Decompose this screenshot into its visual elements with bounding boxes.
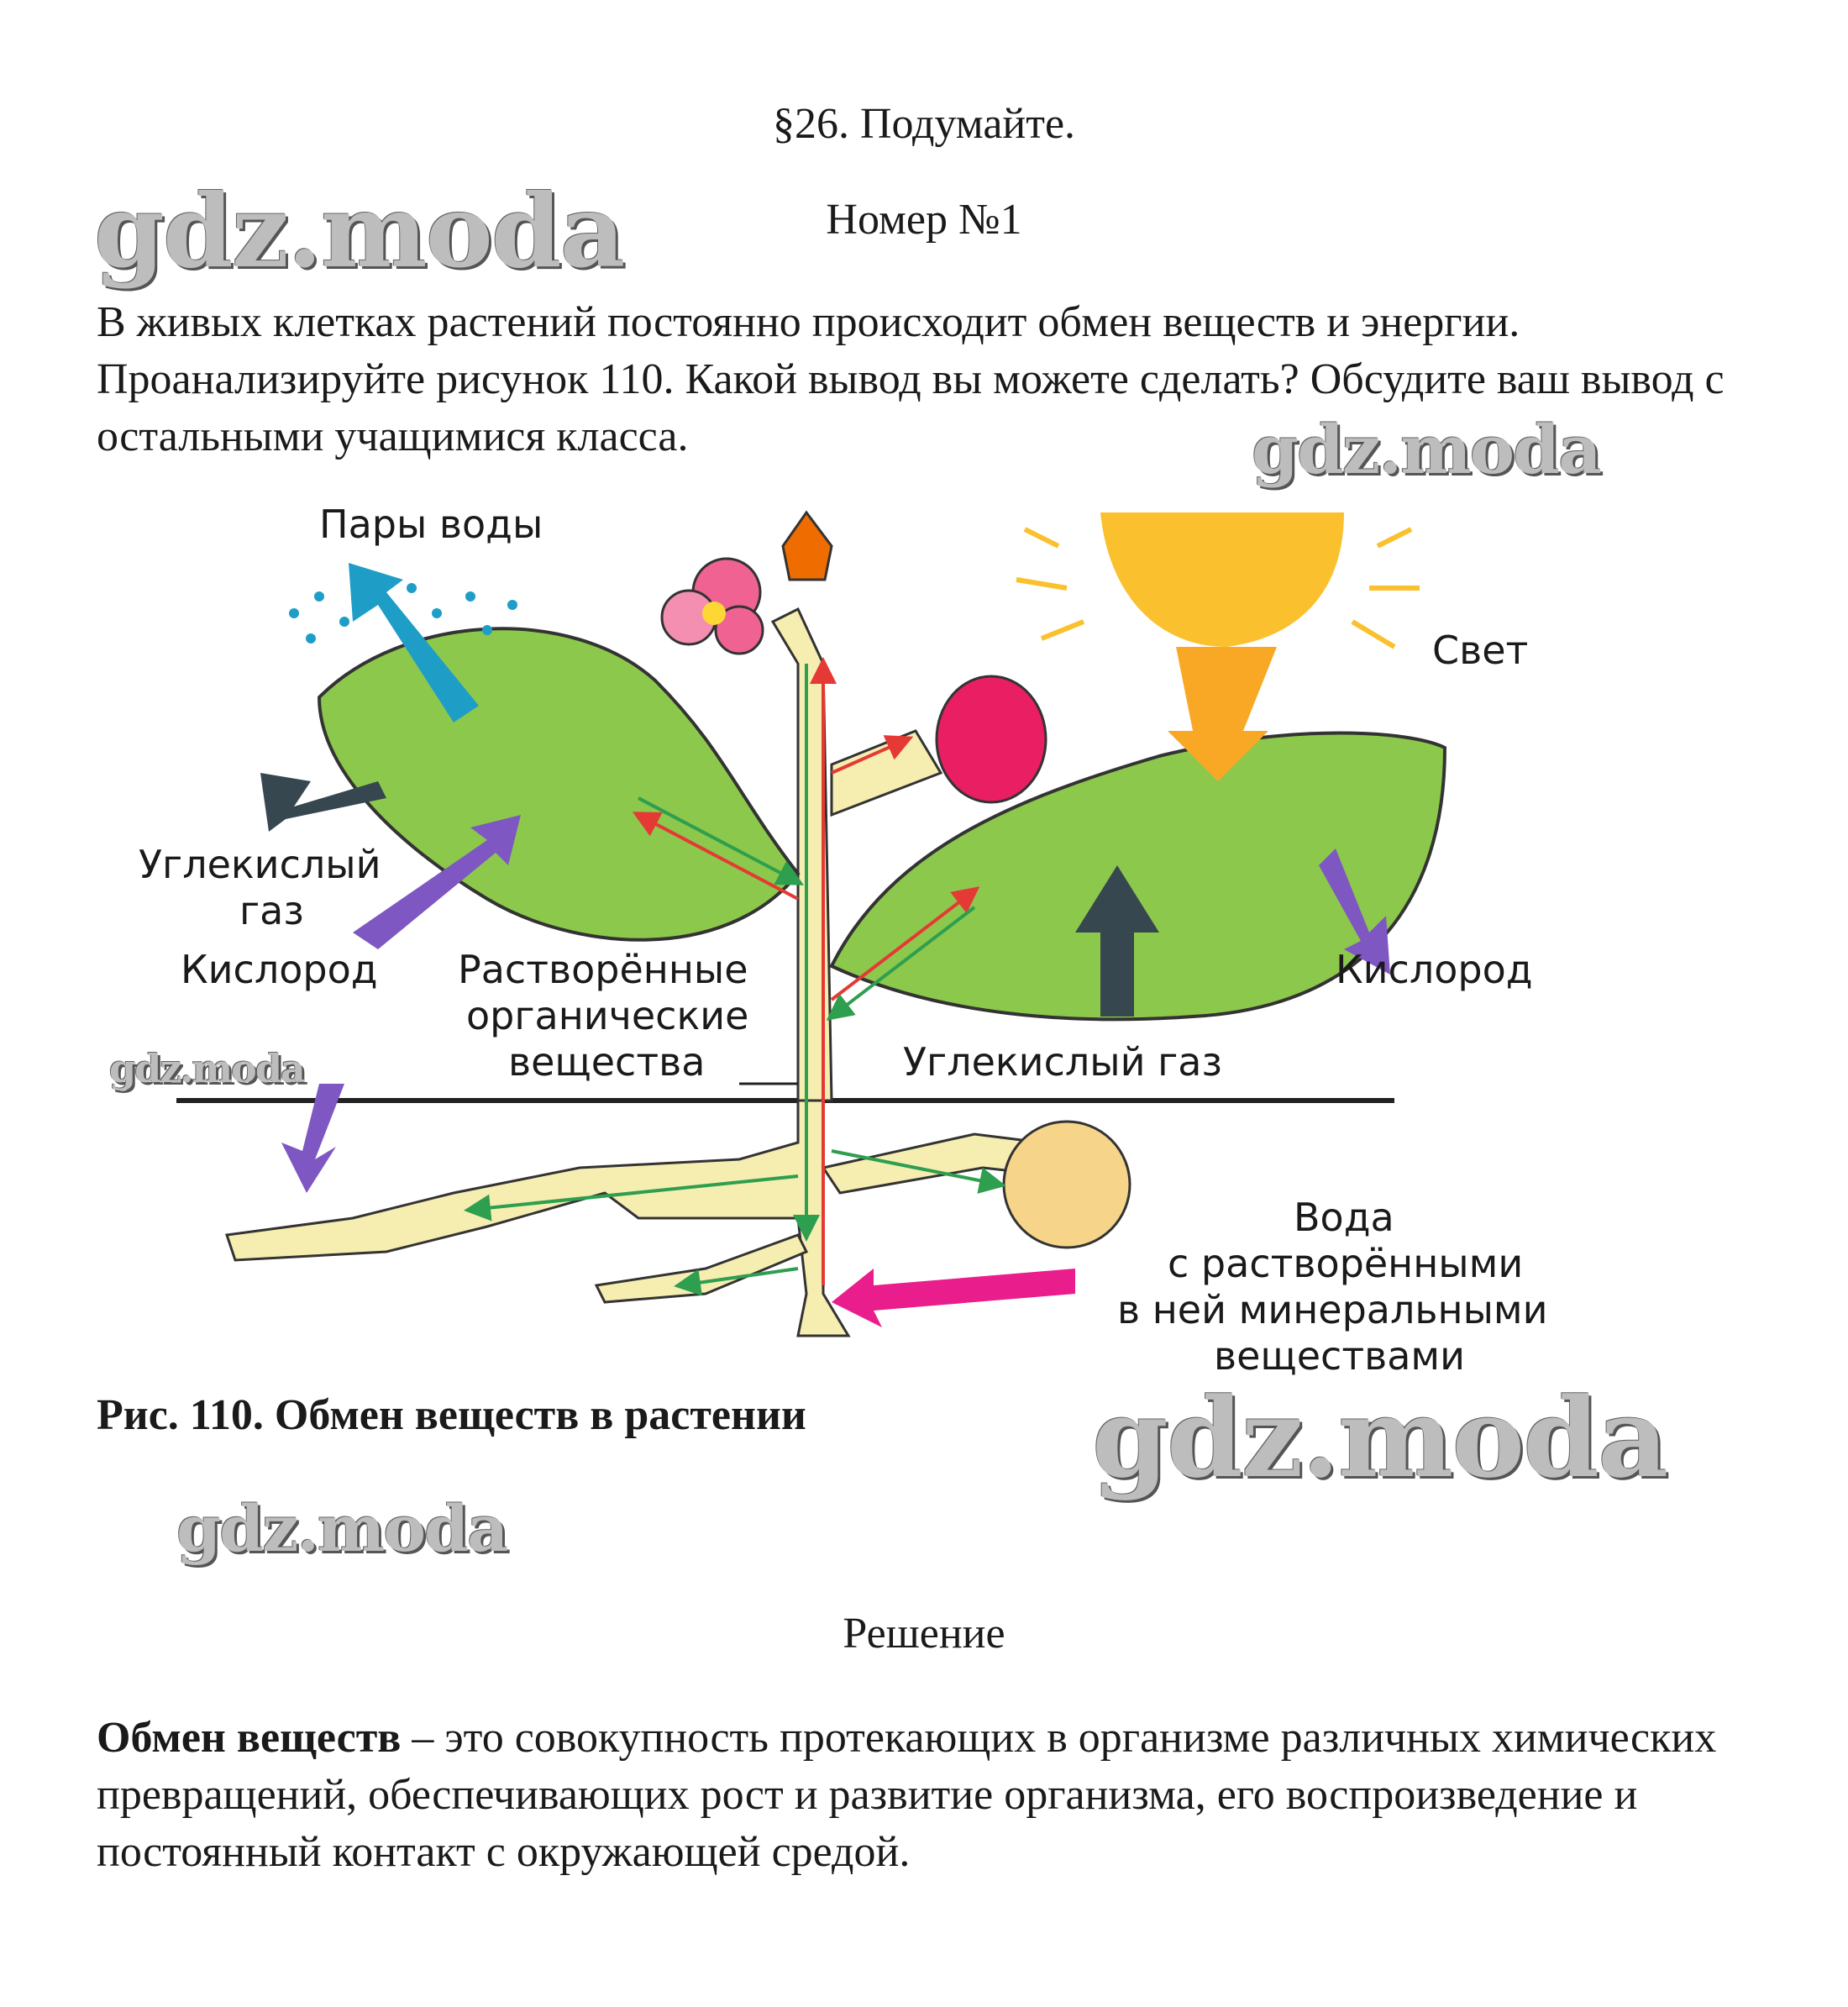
solution-definition: – это совокупность протекающих в организме различных химических превращений, обеспечивающих рост и развитие организма, его воспроизведение и постоянный контакт с окружающей средой. (97, 1714, 1717, 1876)
label-co2-right: Углекислый газ (903, 1039, 1222, 1085)
section-heading: §26. Подумайте. (772, 100, 1076, 148)
flower-bud (783, 512, 832, 580)
label-organic-2: органические (466, 993, 749, 1038)
plant-metabolism-figure (134, 496, 1613, 1386)
fruit-branch (832, 731, 941, 815)
figure-caption: Рис. 110. Обмен веществ в растении (97, 1391, 806, 1439)
solution-term: Обмен веществ (97, 1714, 402, 1762)
label-water-2: с растворёнными (1168, 1241, 1524, 1286)
solution-text (97, 1710, 1768, 1881)
watermark: gdz.moda (1092, 1374, 1667, 1502)
label-water-1: Вода (1294, 1195, 1394, 1240)
water-in-arrow (832, 1269, 1075, 1327)
watermark: gdz.moda (1252, 410, 1600, 489)
label-oxygen-right: Кислород (1336, 947, 1533, 992)
watermark: gdz.moda (94, 172, 624, 291)
label-organic-3: вещества (508, 1039, 706, 1085)
label-oxygen-left: Кислород (181, 947, 378, 992)
sun (1016, 512, 1420, 647)
label-co2-left-2: газ (239, 888, 304, 933)
flower (662, 559, 763, 654)
solution-title: Решение (843, 1610, 1005, 1658)
watermark: gdz.moda (176, 1491, 507, 1566)
question-text: В живых клетках растений постоянно происходит обмен веществ и энергии. Проанализируйте рисунок 110. Какой вывод вы можете сделать? Обсудите ваш вывод с остальными учащимися класса. (97, 298, 1725, 460)
label-co2-left-1: Углекислый (139, 842, 381, 887)
fruit (937, 676, 1046, 802)
label-water-vapor: Пары воды (319, 502, 543, 547)
label-organic-1: Растворённые (458, 947, 748, 992)
left-leaf (319, 628, 798, 939)
water-droplet (1004, 1122, 1130, 1248)
label-light: Свет (1432, 628, 1529, 673)
label-water-4: веществами (1214, 1333, 1466, 1379)
task-number: Номер №1 (826, 196, 1022, 244)
label-water-3: в ней минеральными (1117, 1287, 1548, 1332)
watermark: gdz.moda (109, 1046, 304, 1091)
